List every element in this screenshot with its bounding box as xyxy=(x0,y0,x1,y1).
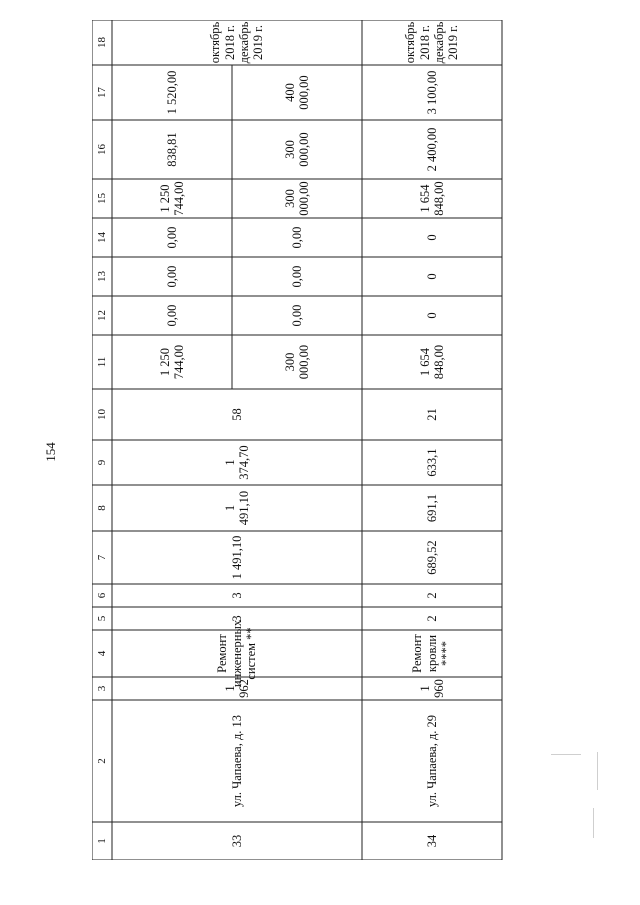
row-1-c15-b-cell: 300 000,00 xyxy=(282,181,311,216)
column-number-12: 12 xyxy=(95,310,108,321)
column-number-6: 6 xyxy=(95,592,108,599)
row-2-work_type-cell: Ремонт кровли **** xyxy=(410,634,454,673)
column-number-17: 17 xyxy=(95,87,108,98)
row-2-c14-cell: 0 xyxy=(424,234,439,241)
row-1-c13-a-cell: 0,00 xyxy=(164,265,179,288)
row-1-c13-b-cell: 0,00 xyxy=(289,265,304,288)
row-1-c9-cell: 1 374,70 xyxy=(222,445,251,480)
row-1-c5-cell: 3 xyxy=(229,615,244,622)
column-number-3: 3 xyxy=(95,685,108,692)
column-number-18: 18 xyxy=(95,37,108,48)
column-number-9: 9 xyxy=(95,459,108,466)
row-2-c12-cell: 0 xyxy=(424,312,439,319)
column-number-13: 13 xyxy=(95,271,108,282)
column-number-16: 16 xyxy=(95,144,108,155)
row-1-c14-a-cell: 0,00 xyxy=(164,226,179,249)
row-1-c17-a-cell: 1 520,00 xyxy=(164,70,179,115)
column-number-2: 2 xyxy=(95,758,108,764)
row-1-c18-cell: октябрь 2018 г. декабрь 2019 г. xyxy=(208,21,266,64)
column-number-14: 14 xyxy=(95,232,108,243)
row-1-c11-a-cell: 1 250 744,00 xyxy=(157,344,186,380)
row-1-c8-cell: 1 491,10 xyxy=(222,490,251,526)
column-number-4: 4 xyxy=(95,650,108,657)
row-2-c7-cell: 689,52 xyxy=(424,540,439,575)
row-1-c15-a-cell: 1 250 744,00 xyxy=(157,181,186,216)
row-2-c13-cell: 0 xyxy=(424,273,439,280)
row-1-c17-b-cell: 400 000,00 xyxy=(282,75,311,110)
page-number: 154 xyxy=(43,442,58,462)
row-1-c16-a-cell: 838,81 xyxy=(164,132,179,167)
row-2-c16-cell: 2 400,00 xyxy=(424,127,439,172)
row-1-c6-cell: 3 xyxy=(229,592,244,599)
row-2-year-cell: 1 960 xyxy=(417,679,446,698)
row-1-c12-b-cell: 0,00 xyxy=(289,304,304,327)
row-2-c18-cell: октябрь 2018 г. декабрь 2019 г. xyxy=(403,21,461,64)
column-number-8: 8 xyxy=(95,505,108,511)
column-number-7: 7 xyxy=(95,554,108,561)
row-2-c11-cell: 1 654 848,00 xyxy=(417,344,446,380)
row-2-c9-cell: 633,1 xyxy=(424,448,439,477)
rotated-table xyxy=(92,20,592,860)
row-2-no-cell: 34 xyxy=(424,834,439,848)
row-2-c10-cell: 21 xyxy=(424,408,439,421)
column-number-1: 1 xyxy=(95,838,108,844)
column-number-11: 11 xyxy=(95,356,108,368)
row-2-c8-cell: 691,1 xyxy=(424,493,439,523)
row-1-c7-cell: 1 491,10 xyxy=(229,535,244,580)
column-number-10: 10 xyxy=(95,409,108,420)
row-1-c11-b-cell: 300 000,00 xyxy=(282,344,311,380)
row-1-no-cell: 33 xyxy=(229,834,244,848)
row-1-address-cell: ул. Чапаева, д. 13 xyxy=(229,714,244,808)
row-1-work_type-cell: Ремонт инженерных систем ** xyxy=(215,619,259,688)
scan-artifact xyxy=(545,748,603,858)
row-1-year-cell: 1 962 xyxy=(222,679,251,698)
row-1-c10-cell: 58 xyxy=(229,408,244,421)
row-2-c5-cell: 2 xyxy=(424,615,439,622)
row-1-c14-b-cell: 0,00 xyxy=(289,226,304,249)
row-1-c12-a-cell: 0,00 xyxy=(164,304,179,327)
row-2-c17-cell: 3 100,00 xyxy=(424,70,439,115)
row-1-c16-b-cell: 300 000,00 xyxy=(282,132,311,167)
row-2-c6-cell: 2 xyxy=(424,592,439,599)
column-number-5: 5 xyxy=(95,615,108,622)
row-2-address-cell: ул. Чапаева, д. 29 xyxy=(424,714,439,808)
row-2-c15-cell: 1 654 848,00 xyxy=(417,181,446,216)
column-number-15: 15 xyxy=(95,193,108,204)
